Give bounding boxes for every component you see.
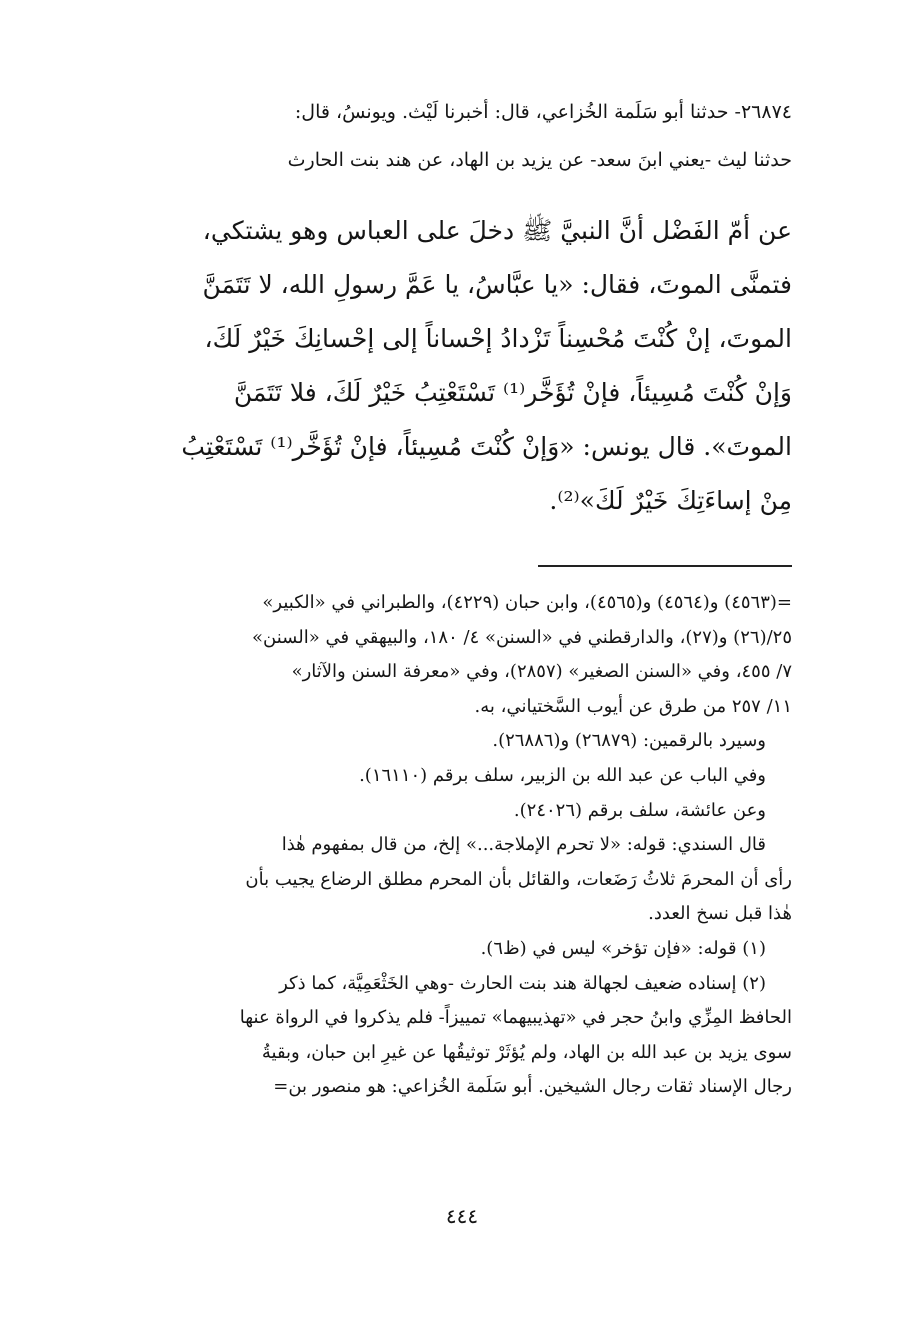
footnote-line: وعن عائشة، سلف برقم (٢٤٠٢٦). bbox=[513, 799, 766, 821]
matn-line: الموتَ، إنْ كُنْتَ مُحْسِناً تَزْدادُ إحْساناً إلى إحْسانِكَ خَيْرٌ لَكَ، bbox=[204, 324, 792, 353]
isnad-line: ٢٦٨٧٤- حدثنا أبو سَلَمة الخُزاعي، قال: أخبرنا لَيْث. ويونسُ، قال: bbox=[294, 101, 792, 123]
footnote-line: الحافظ المِزِّي وابنُ حجر في «تهذيبيهما» تمييزاً- فلم يذكروا في الرواة عنها bbox=[239, 1007, 792, 1029]
footnote-line: =(٤٥٦٣) و(٤٥٦٤) و(٤٥٦٥)، وابن حبان (٤٢٢٩)، والطبراني في «الكبير» bbox=[262, 592, 792, 613]
hadith-matn bbox=[132, 204, 792, 528]
footnote-line: هٰذا قبل نسخ العدد. bbox=[648, 903, 792, 925]
footnote-line: (٢) إسناده ضعيف لجهالة هند بنت الحارث -وهي الخَثْعَمِيَّة، كما ذكر bbox=[279, 972, 766, 994]
footnote-line: قال السندي: قوله: «لا تحرم الإملاجة...» إلخ، من قال بمفهوم هٰذا bbox=[281, 834, 766, 856]
footnote-line: رجال الإسناد ثقات رجال الشيخين. أبو سَلَمة الخُزاعي: هو منصور بن= bbox=[273, 1076, 792, 1098]
footnote-line: (١) قوله: «فإن تؤخر» ليس في (ظ٦). bbox=[480, 937, 766, 959]
footnote-line: ١١/ ٢٥٧ من طرق عن أيوب السَّختياني، به. bbox=[474, 695, 792, 717]
page-number: ٤٤٤ bbox=[445, 1204, 479, 1228]
matn-line: الموتَ». قال يونس: «وَإنْ كُنْتَ مُسِيئاً، فإنْ تُؤَخَّر⁽¹⁾ تَسْتَعْتِبُ bbox=[181, 432, 792, 461]
footnote-line: ٢٥/(٢٦) و(٢٧)، والدارقطني في «السنن» ٤/ ١٨٠، والبيهقي في «السنن» bbox=[252, 626, 792, 648]
footnote-line: وفي الباب عن عبد الله بن الزبير، سلف برقم (١٦١١٠). bbox=[359, 764, 766, 786]
matn-line: مِنْ إساءَتِكَ خَيْرٌ لَكَ»⁽²⁾. bbox=[549, 486, 792, 515]
footnote-line: ٧/ ٤٥٥، وفي «السنن الصغير» (٢٨٥٧)، وفي «معرفة السنن والآثار» bbox=[291, 661, 792, 683]
footnote-line: رأى أن المحرمَ ثلاثُ رَضَعات، والقائل بأن المحرم مطلق الرضاع يجيب بأن bbox=[245, 868, 792, 890]
matn-line: عن أمّ الفَضْل أنَّ النبيَّ ﷺ دخلَ على العباس وهو يشتكي، bbox=[202, 216, 792, 245]
hadith-isnad bbox=[132, 88, 792, 184]
footnote-divider bbox=[538, 565, 792, 567]
footnotes bbox=[132, 586, 792, 1105]
matn-line: فتمنَّى الموتَ، فقال: «يا عبَّاسُ، يا عَمَّ رسولِ الله، لا تَتَمَنَّ bbox=[202, 270, 792, 299]
footnote-line: وسيرد بالرقمين: (٢٦٨٧٩) و(٢٦٨٨٦). bbox=[492, 730, 766, 752]
isnad-line: حدثنا ليث -يعني ابنَ سعد- عن يزيد بن الهاد، عن هند بنت الحارث bbox=[287, 149, 792, 171]
matn-line: وَإنْ كُنْتَ مُسِيئاً، فإنْ تُؤَخَّر⁽¹⁾ تَسْتَعْتِبُ خَيْرٌ لَكَ، فلا تَتَمَنَّ bbox=[233, 378, 792, 407]
footnote-line: سوى يزيد بن عبد الله بن الهاد، ولم يُؤثَرْ توثيقُها عن غيرِ ابن حبان، وبقيةُ bbox=[261, 1041, 792, 1063]
